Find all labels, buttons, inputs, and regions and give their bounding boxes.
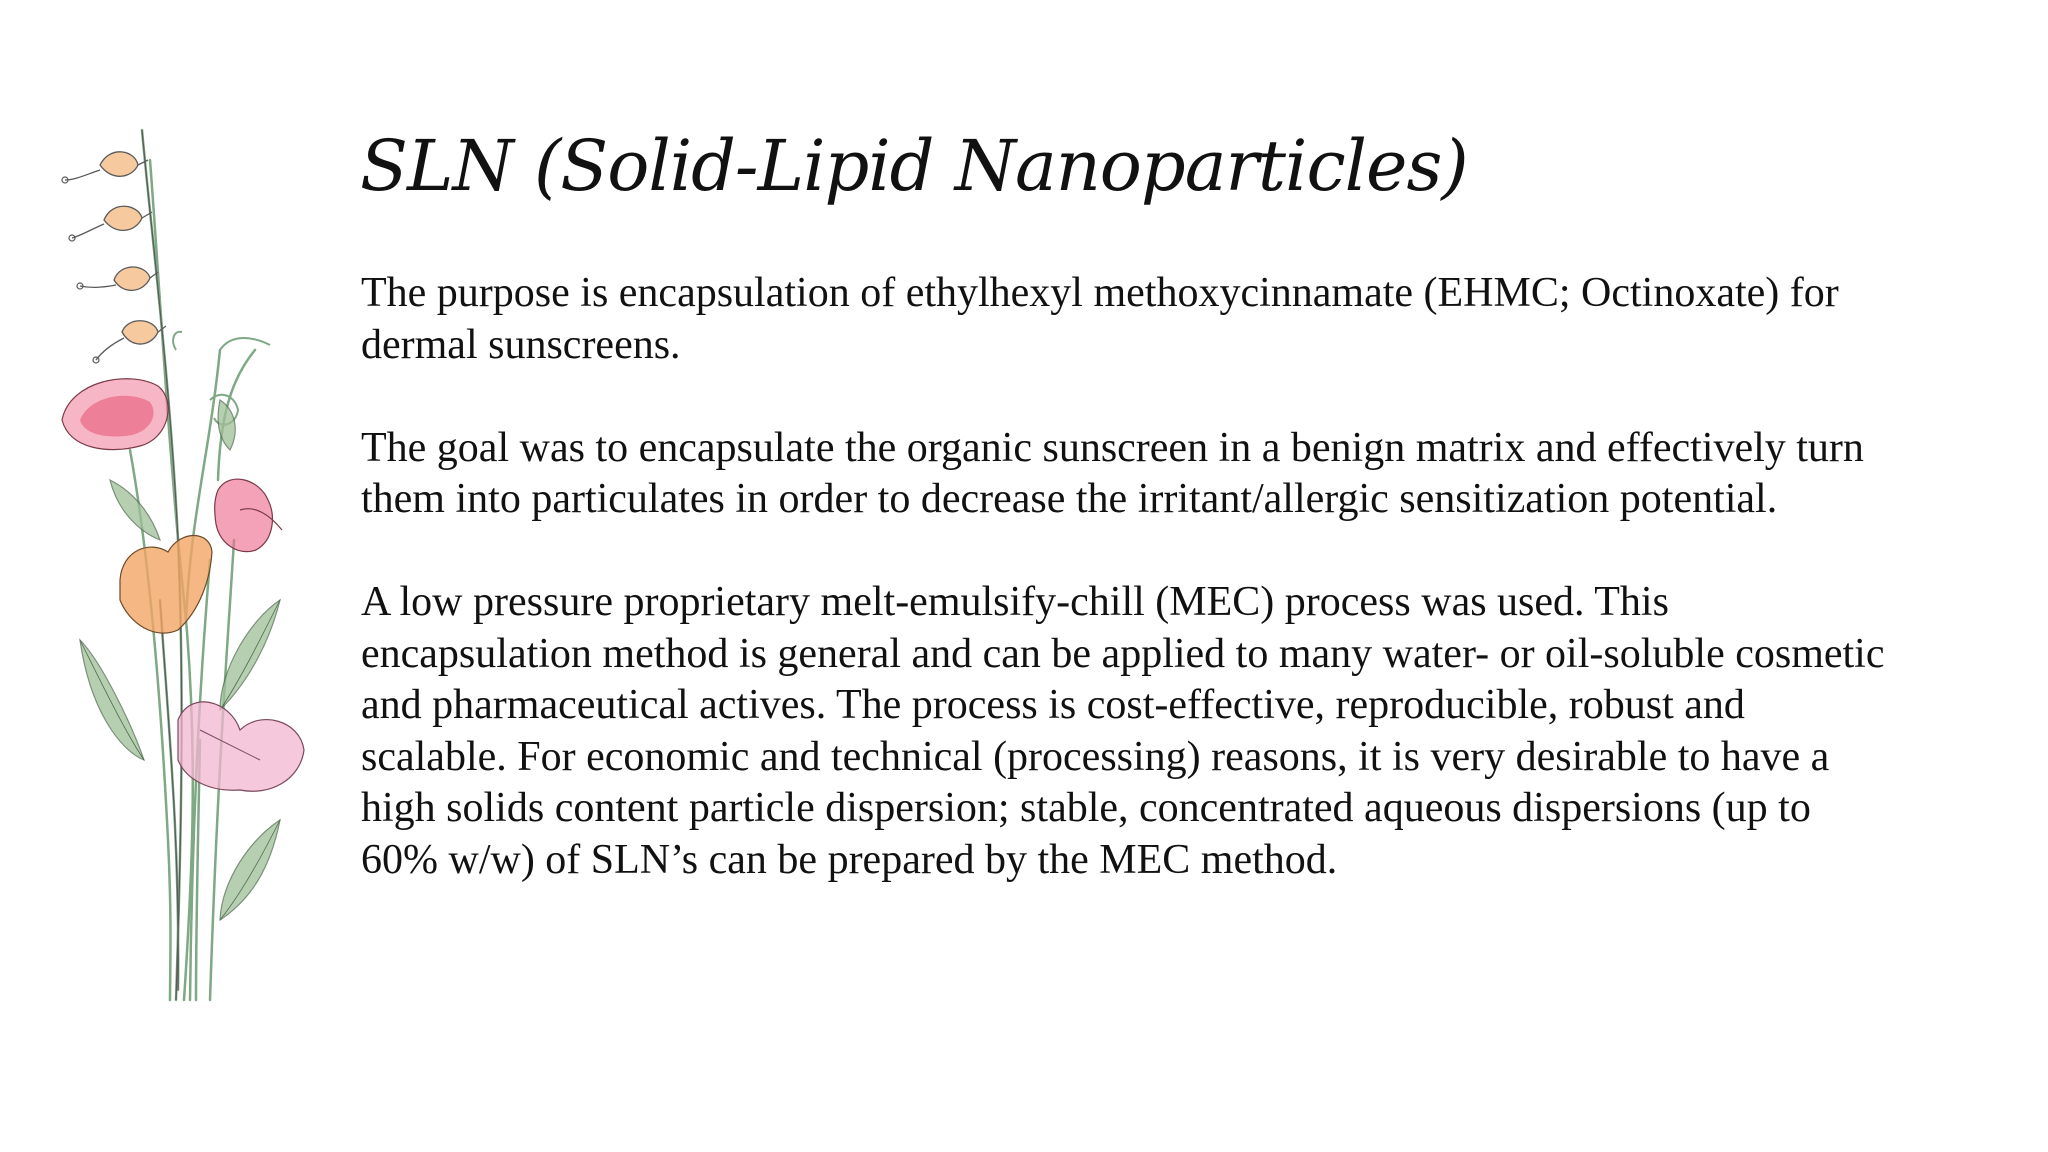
- wildflower-bouquet-icon: [60, 120, 330, 1020]
- paragraph-goal: The goal was to encapsulate the organic sunscreen in a benign matrix and effectively turn them into particulates in order to decrease the irritant/allergic sensitization potential.: [361, 424, 1864, 522]
- slide-title: SLN (Solid-Lipid Nanoparticles): [360, 125, 1468, 207]
- paragraph-process: A low pressure proprietary melt-emulsify-chill (MEC) process was used. This encapsulation method is general and can be applied to many water- or oil-soluble cosmetic and pharmaceutical actives. The process is cost-effective, reproducible, robust and scalable. For economic and technical (processing) reasons, it is very desirable to have a high solids content particle dispersion; stable, concentrated aqueous dispersions (up to 60% w/w) of SLN’s can be prepared by the MEC method.: [361, 579, 1885, 883]
- slide-body: [361, 268, 1891, 886]
- paragraph-purpose: The purpose is encapsulation of ethylhexyl methoxycinnamate (EHMC; Octinoxate) for dermal sunscreens.: [361, 270, 1839, 368]
